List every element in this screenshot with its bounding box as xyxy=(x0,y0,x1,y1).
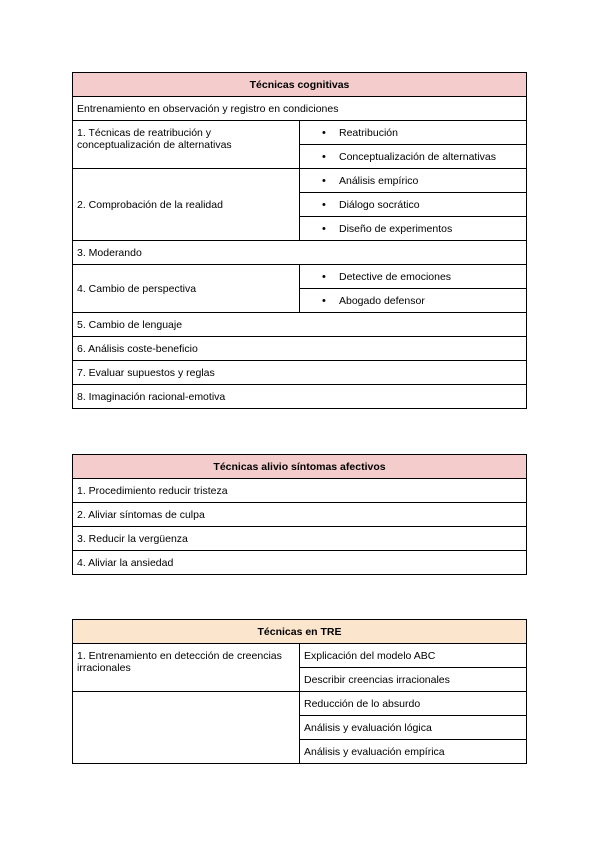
bullet-item: • Conceptualización de alternativas xyxy=(300,145,527,169)
table-title: Técnicas alivio síntomas afectivos xyxy=(73,455,527,479)
bullet-item: • Detective de emociones xyxy=(300,265,527,289)
table-row-label: 2. Comprobación de la realidad xyxy=(73,169,300,241)
table-cell: Describir creencias irracionales xyxy=(300,668,527,692)
table-row: 6. Análisis coste-beneficio xyxy=(73,337,527,361)
table-cell: Análisis y evaluación empírica xyxy=(300,740,527,764)
table-row: 7. Evaluar supuestos y reglas xyxy=(73,361,527,385)
table-row: 3. Reducir la vergüenza xyxy=(73,527,527,551)
table-row: 4. Aliviar la ansiedad xyxy=(73,551,527,575)
table-row: 2. Aliviar síntomas de culpa xyxy=(73,503,527,527)
table-row-label: 4. Cambio de perspectiva xyxy=(73,265,300,313)
table-title: Técnicas cognitivas xyxy=(73,73,527,97)
empty-cell xyxy=(73,692,300,764)
bullet-item: • Reatribución xyxy=(300,121,527,145)
affective-techniques-table xyxy=(72,454,527,575)
table-title: Técnicas en TRE xyxy=(73,620,527,644)
cognitive-techniques-table xyxy=(72,72,527,409)
bullet-item: • Análisis empírico xyxy=(300,169,527,193)
tre-techniques-table xyxy=(72,619,527,764)
table-row: 1. Procedimiento reducir tristeza xyxy=(73,479,527,503)
bullet-item: • Diseño de experimentos xyxy=(300,217,527,241)
table-row: 5. Cambio de lenguaje xyxy=(73,313,527,337)
table-row-label: 1. Entrenamiento en detección de creencias irracionales xyxy=(73,644,300,692)
table-row: Entrenamiento en observación y registro en condiciones xyxy=(73,97,527,121)
table-row-label: 1. Técnicas de reatribución y conceptualización de alternativas xyxy=(73,121,300,169)
table-row: 3. Moderando xyxy=(73,241,527,265)
table-row: 8. Imaginación racional-emotiva xyxy=(73,385,527,409)
table-cell: Análisis y evaluación lógica xyxy=(300,716,527,740)
table-cell: Reducción de lo absurdo xyxy=(300,692,527,716)
table-cell: Explicación del modelo ABC xyxy=(300,644,527,668)
bullet-item: • Abogado defensor xyxy=(300,289,527,313)
bullet-item: • Diálogo socrático xyxy=(300,193,527,217)
